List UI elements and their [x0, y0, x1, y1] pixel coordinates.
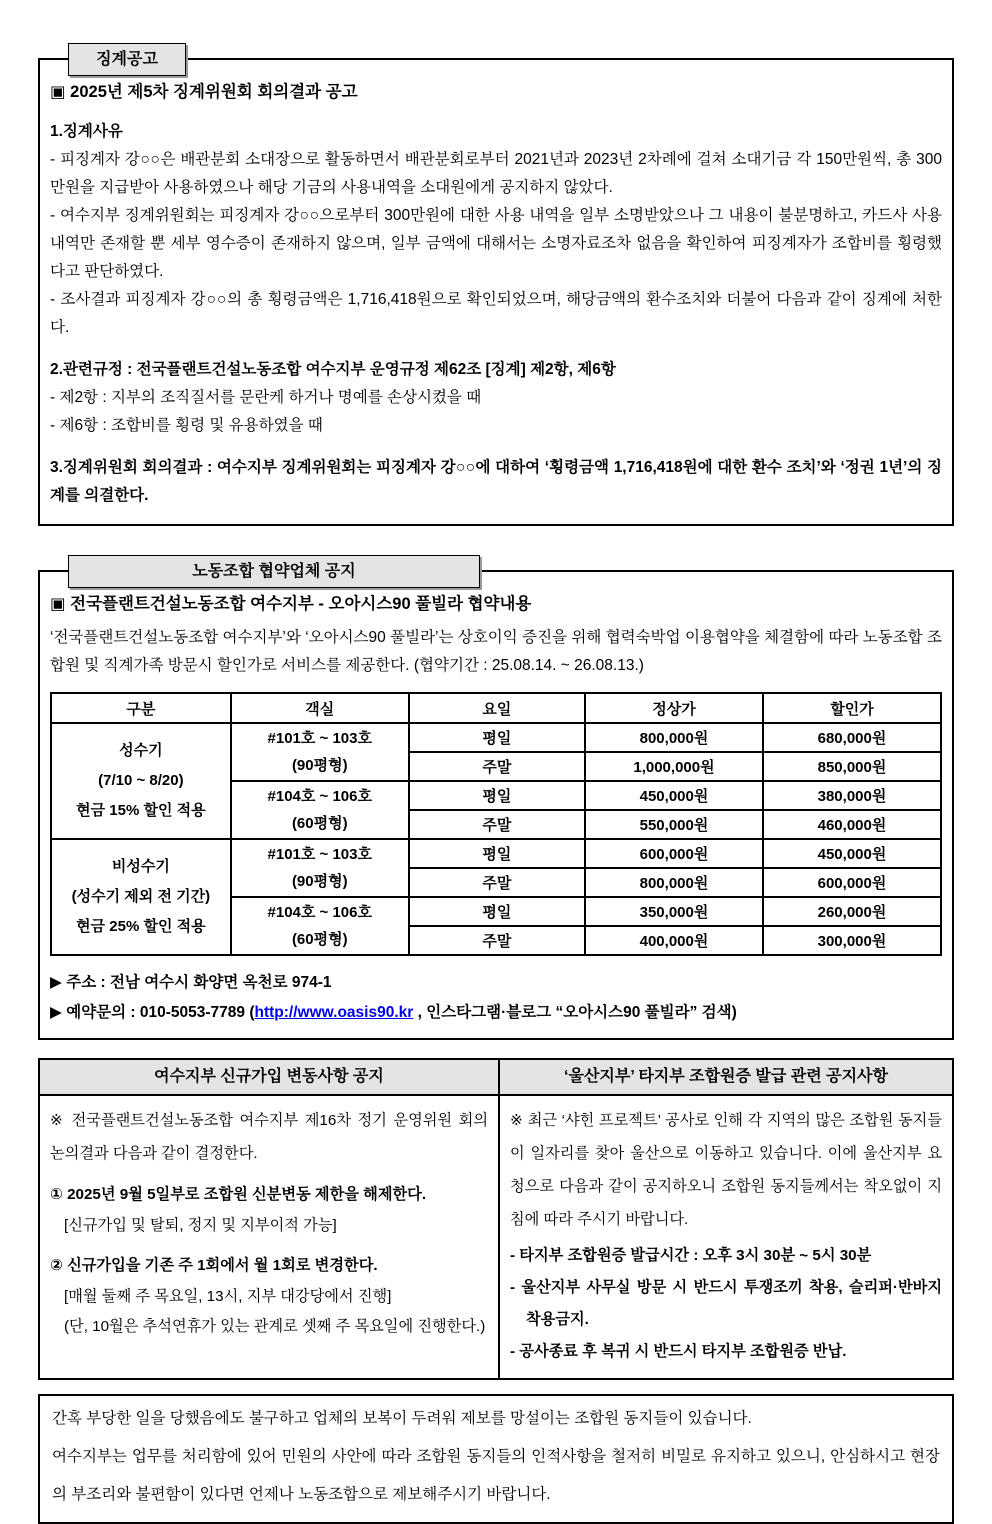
normal-price-cell: 1,000,000원	[585, 752, 763, 781]
normal-price-cell: 350,000원	[585, 897, 763, 926]
discipline-tab-label: 징계공고	[68, 43, 186, 76]
sale-price-cell: 300,000원	[763, 926, 941, 955]
yeosu-item2-title: ② 신규가입을 기존 주 1회에서 월 1회로 변경한다.	[50, 1257, 378, 1274]
discipline-rule-heading: 2.관련규정 : 전국플랜트건설노동조합 여수지부 운영규정 제62조 [징계] 제2항, 제6항	[50, 361, 616, 378]
season-label-peak	[51, 723, 231, 839]
booking-line	[50, 998, 942, 1028]
normal-price-cell: 800,000원	[585, 868, 763, 897]
report-encouragement-box	[38, 1394, 954, 1524]
room-cell	[231, 897, 409, 955]
oasis90-link[interactable]: http://www.oasis90.kr	[254, 1004, 414, 1021]
discipline-section	[38, 51, 954, 526]
table-row	[51, 839, 941, 868]
ulsan-item: - 울산지부 사무실 방문 시 반드시 투쟁조끼 착용, 슬리퍼·반바지 착용금지.	[510, 1279, 942, 1328]
partnership-intro: ‘전국플랜트건설노동조합 여수지부’와 ‘오아시스90 풀빌라’는 상호이익 증진을 위해 협력숙박업 이용협약을 체결함에 따라 노동조합 조합원 및 직계가족 방문시 할인가로 서비스를 제공한다. (협약기간 : 25.08.14. ~ 26.08.13.)	[50, 629, 942, 674]
discipline-reason-item: - 피징계자 강○○은 배관분회 소대장으로 활동하면서 배관분회로부터 2021년과 2023년 2차례에 걸쳐 소대기금 각 150만원씩, 총 300만원을 지급받아 사용하였으나 해당 기금의 사용내역을 소대원에게 공지하지 않았다.	[50, 151, 942, 196]
day-cell: 평일	[409, 781, 585, 810]
day-cell: 평일	[409, 723, 585, 752]
sale-price-cell: 460,000원	[763, 810, 941, 839]
normal-price-cell: 400,000원	[585, 926, 763, 955]
discipline-title: ▣ 2025년 제5차 징계위원회 회의결과 공고	[50, 83, 358, 101]
ulsan-intro: ※ 최근 ‘샤힌 프로젝트’ 공사로 인해 각 지역의 많은 조합원 동지들이 일자리를 찾아 울산으로 이동하고 있습니다. 이에 울산지부 요청으로 다음과 같이 공지하오니 조합원 동지들께서는 착오없이 지침에 따라 주시기 바랍니다.	[510, 1112, 942, 1228]
discipline-rule-item: - 제6항 : 조합비를 횡령 및 유용하였을 때	[50, 417, 323, 434]
yeosu-intro: ※ 전국플랜트건설노동조합 여수지부 제16차 정기 운영위원 회의 논의결과 다음과 같이 결정한다.	[50, 1112, 488, 1162]
partnership-title: ▣ 전국플랜트건설노동조합 여수지부 - 오아시스90 풀빌라 협약내용	[50, 595, 532, 613]
table-row	[51, 723, 941, 752]
notice-page	[0, 51, 992, 1524]
branch-notices-section	[38, 1058, 954, 1380]
day-cell: 평일	[409, 839, 585, 868]
room-number: #101호 ~ 103호	[267, 846, 372, 863]
column-header-day: 요일	[409, 693, 585, 723]
room-size: (60평형)	[291, 931, 348, 948]
column-header-sale-price: 할인가	[763, 693, 941, 723]
ulsan-notice-body	[500, 1096, 952, 1378]
discipline-result: 3.징계위원회 회의결과 : 여수지부 징계위원회는 피징계자 강○○에 대하여 ‘횡령금액 1,716,418원에 대한 환수 조치’와 ‘정권 1년’의 징계를 의결한다.	[50, 459, 942, 504]
season-name: 비성수기	[111, 858, 170, 875]
day-cell: 주말	[409, 868, 585, 897]
discipline-rule-item: - 제2항 : 지부의 조직질서를 문란케 하거나 명예를 손상시켰을 때	[50, 389, 482, 406]
booking-prefix: ▶ 예약문의 : 010-5053-7789 (	[50, 1004, 255, 1021]
partnership-tab-label: 노동조합 협약업체 공지	[68, 555, 480, 588]
season-name: 성수기	[119, 742, 163, 759]
season-discount-note: 현금 15% 할인 적용	[76, 802, 206, 819]
footer-line: 여수지부는 업무를 처리함에 있어 민원의 사안에 따라 조합원 동지들의 인적사항을 철저히 비밀로 유지하고 있으니, 안심하시고 현장의 부조리와 불편함이 있다면 언제나 노동조합으로 제보해주시기 바랍니다.	[52, 1448, 940, 1503]
sale-price-cell: 850,000원	[763, 752, 941, 781]
room-size: (60평형)	[291, 815, 348, 832]
day-cell: 주말	[409, 810, 585, 839]
yeosu-notice-column	[40, 1060, 498, 1378]
day-cell: 주말	[409, 926, 585, 955]
ulsan-notice-header: ‘울산지부’ 타지부 조합원증 발급 관련 공지사항	[500, 1060, 952, 1096]
day-cell: 평일	[409, 897, 585, 926]
column-header-room: 객실	[231, 693, 409, 723]
sale-price-cell: 380,000원	[763, 781, 941, 810]
room-cell	[231, 781, 409, 839]
booking-suffix: , 인스타그램·블로그 “오아시스90 풀빌라” 검색)	[413, 1004, 737, 1021]
footer-line: 간혹 부당한 일을 당했음에도 불구하고 업체의 보복이 두려워 제보를 망설이는 조합원 동지들이 있습니다.	[52, 1410, 752, 1427]
sale-price-cell: 600,000원	[763, 868, 941, 897]
room-number: #101호 ~ 103호	[267, 730, 372, 747]
sale-price-cell: 450,000원	[763, 839, 941, 868]
yeosu-item1-title: ① 2025년 9월 5일부로 조합원 신분변동 제한을 해제한다.	[50, 1186, 427, 1203]
room-number: #104호 ~ 106호	[267, 788, 372, 805]
column-header-normal-price: 정상가	[585, 693, 763, 723]
discipline-reason-item: - 조사결과 피징계자 강○○의 총 횡령금액은 1,716,418원으로 확인되었으며, 해당금액의 환수조치와 더불어 다음과 같이 징계에 처한다.	[50, 291, 942, 336]
sale-price-cell: 680,000원	[763, 723, 941, 752]
discipline-reason-heading: 1.징계사유	[50, 123, 123, 140]
yeosu-item2-note: [매월 둘째 주 목요일, 13시, 지부 대강당에서 진행]	[64, 1288, 392, 1305]
room-size: (90평형)	[291, 757, 348, 774]
season-period: (성수기 제외 전 기간)	[71, 888, 211, 905]
day-cell: 주말	[409, 752, 585, 781]
room-cell	[231, 839, 409, 897]
normal-price-cell: 800,000원	[585, 723, 763, 752]
discipline-reason-item: - 여수지부 징계위원회는 피징계자 강○○으로부터 300만원에 대한 사용 내역을 일부 소명받았으나 그 내용이 불분명하고, 카드사 사용내역만 존재할 뿐 세부 영수증이 존재하지 않으며, 일부 금액에 대해서는 소명자료조차 없음을 확인하여 피징계자가 조합비를 횡령했다고 판단하였다.	[50, 207, 942, 280]
ulsan-item: - 공사종료 후 복귀 시 반드시 타지부 조합원증 반납.	[510, 1343, 847, 1360]
ulsan-notice-column	[498, 1060, 952, 1378]
yeosu-item2-note: (단, 10월은 추석연휴가 있는 관계로 셋째 주 목요일에 진행한다.)	[64, 1318, 486, 1335]
sale-price-cell: 260,000원	[763, 897, 941, 926]
season-period: (7/10 ~ 8/20)	[98, 772, 184, 789]
season-discount-note: 현금 25% 할인 적용	[76, 918, 206, 935]
price-table	[50, 692, 942, 956]
column-header-category: 구분	[51, 693, 231, 723]
room-cell	[231, 723, 409, 781]
normal-price-cell: 550,000원	[585, 810, 763, 839]
season-label-offpeak	[51, 839, 231, 955]
partnership-section	[38, 563, 954, 1040]
room-size: (90평형)	[291, 873, 348, 890]
room-number: #104호 ~ 106호	[267, 904, 372, 921]
address-line: ▶ 주소 : 전남 여수시 화양면 옥천로 974-1	[50, 974, 332, 991]
yeosu-item1-note: [신규가입 및 탈퇴, 정지 및 지부이적 가능]	[64, 1217, 337, 1234]
ulsan-items	[510, 1240, 942, 1368]
yeosu-notice-body	[40, 1096, 498, 1352]
normal-price-cell: 450,000원	[585, 781, 763, 810]
normal-price-cell: 600,000원	[585, 839, 763, 868]
ulsan-item: - 타지부 조합원증 발급시간 : 오후 3시 30분 ~ 5시 30분	[510, 1247, 872, 1264]
yeosu-notice-header: 여수지부 신규가입 변동사항 공지	[40, 1060, 498, 1096]
price-table-header-row	[51, 693, 941, 723]
